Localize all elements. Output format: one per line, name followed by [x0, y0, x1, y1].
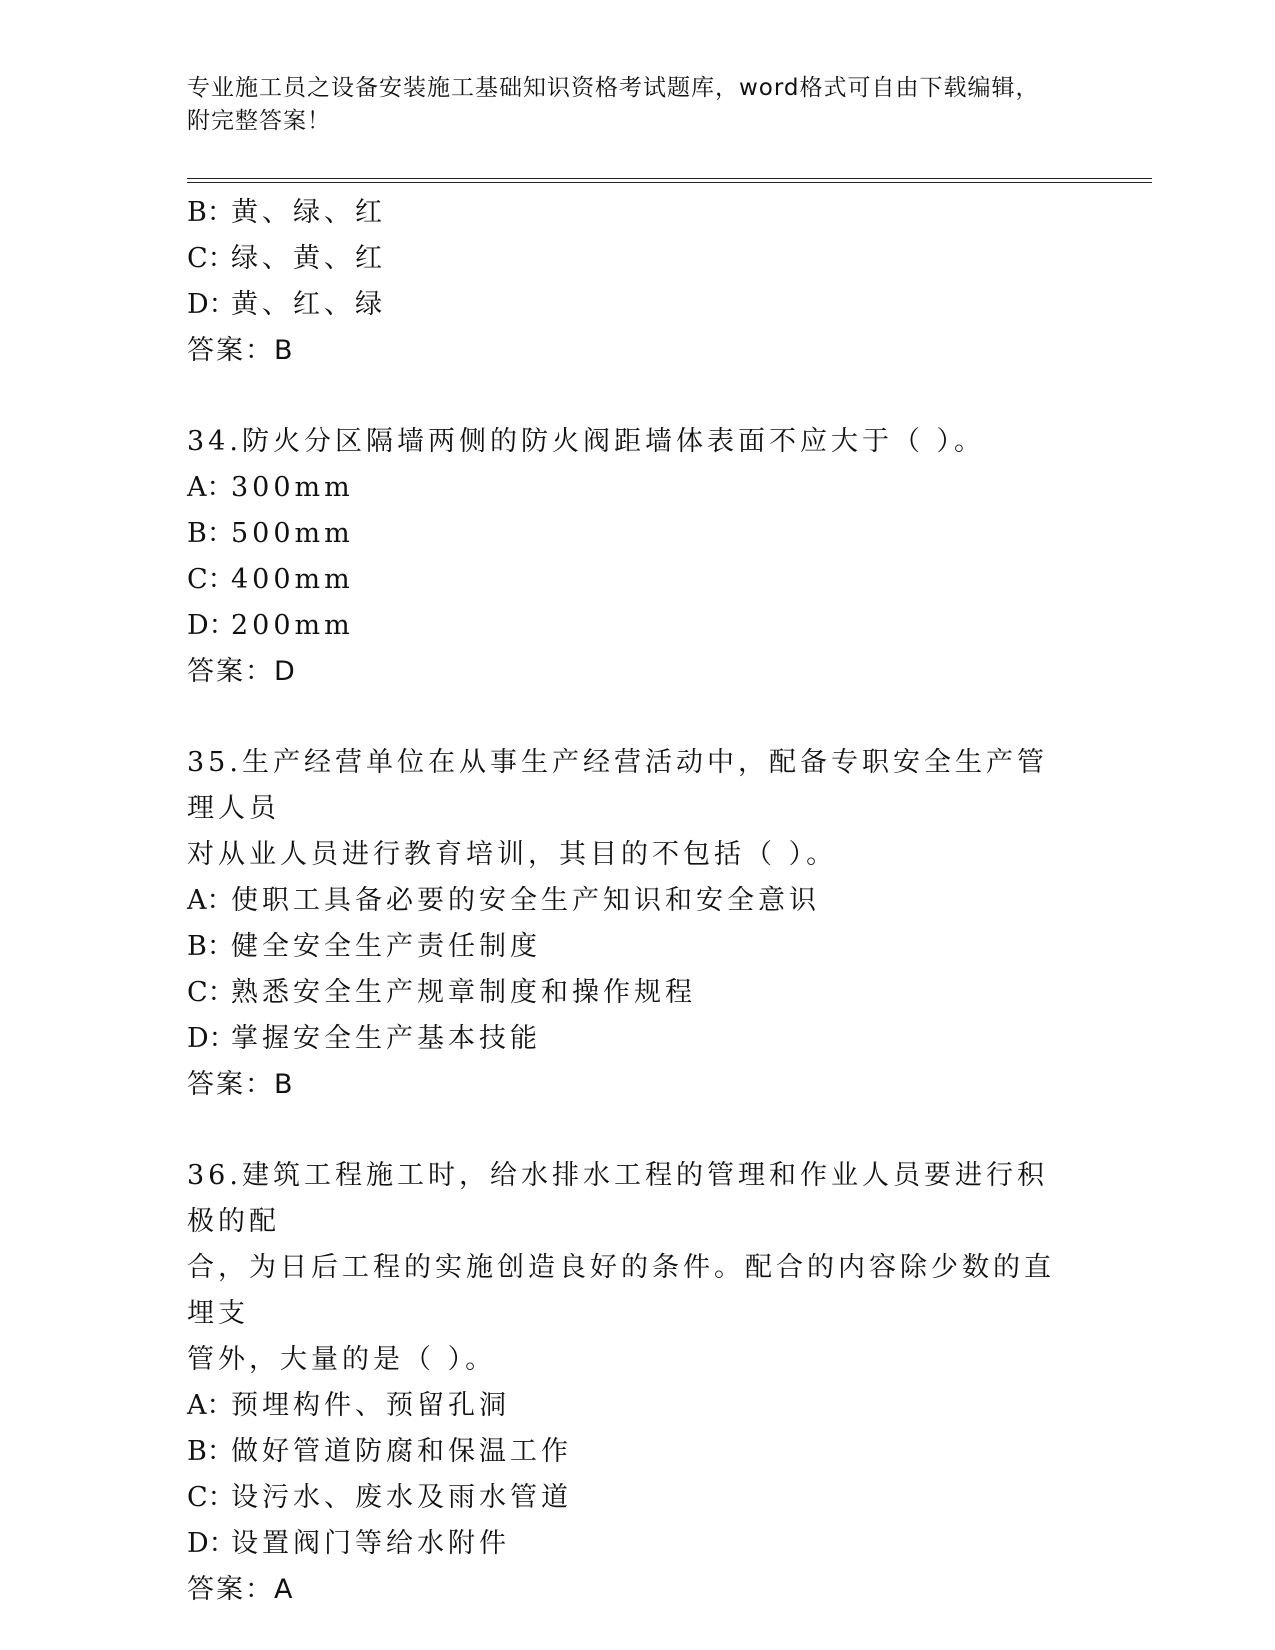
option-label: D： — [187, 1023, 236, 1054]
option-d — [187, 1016, 1087, 1062]
option-label: A： — [187, 1390, 234, 1421]
header-divider-top — [187, 178, 1152, 179]
question-stem-line-3: 管外，大量的是（ ）。 — [187, 1344, 497, 1375]
option-d — [187, 603, 1087, 649]
option-label: C： — [187, 243, 235, 274]
option-label: D： — [187, 1528, 236, 1559]
option-text: 400mm — [231, 564, 354, 595]
option-text: 设污水、废水及雨水管道 — [231, 1482, 572, 1513]
option-label: C： — [187, 977, 235, 1008]
option-c — [187, 970, 1087, 1016]
option-text: 设置阀门等给水附件 — [231, 1528, 510, 1559]
option-label: B： — [187, 518, 234, 549]
option-text: 健全安全生产责任制度 — [231, 931, 541, 962]
document-header — [187, 72, 1067, 138]
question-stem: 34.防火分区隔墙两侧的防火阀距墙体表面不应大于（ ）。 — [187, 426, 986, 457]
answer-line: 答案：D — [187, 656, 297, 687]
question-stem-line-1: 36.建筑工程施工时，给水排水工程的管理和作业人员要进行积极的配 — [187, 1160, 1048, 1237]
header-line-1: 专业施工员之设备安装施工基础知识资格考试题库，word格式可自由下载编辑， — [187, 75, 1040, 101]
option-c — [187, 236, 1087, 282]
option-c — [187, 557, 1087, 603]
option-a — [187, 1383, 1087, 1429]
option-a — [187, 465, 1087, 511]
option-label: B： — [187, 931, 234, 962]
option-text: 200mm — [231, 610, 354, 641]
question-list — [187, 190, 1087, 1613]
option-d — [187, 282, 1087, 328]
spacer — [187, 374, 1087, 419]
option-text: 预埋构件、预留孔洞 — [231, 1390, 510, 1421]
header-divider-bottom — [187, 182, 1152, 183]
question-stem-line-2: 对从业人员进行教育培训，其目的不包括（ ）。 — [187, 839, 838, 870]
spacer — [187, 695, 1087, 740]
option-text: 熟悉安全生产规章制度和操作规程 — [231, 977, 696, 1008]
option-label: C： — [187, 1482, 235, 1513]
option-b — [187, 190, 1087, 236]
option-b — [187, 924, 1087, 970]
option-label: B： — [187, 1436, 234, 1467]
option-d — [187, 1521, 1087, 1567]
option-label: D： — [187, 610, 236, 641]
question-stem-line-1: 35.生产经营单位在从事生产经营活动中，配备专职安全生产管理人员 — [187, 747, 1048, 824]
option-text: 黄、绿、红 — [231, 197, 386, 228]
question-35 — [187, 740, 1087, 1108]
option-text: 500mm — [231, 518, 354, 549]
question-34 — [187, 419, 1087, 695]
spacer — [187, 1108, 1087, 1153]
option-label: A： — [187, 885, 234, 916]
option-label: D： — [187, 289, 236, 320]
option-label: A： — [187, 472, 234, 503]
header-line-2: 附完整答案！ — [187, 108, 331, 134]
option-text: 使职工具备必要的安全生产知识和安全意识 — [231, 885, 820, 916]
option-label: C： — [187, 564, 235, 595]
option-text: 300mm — [231, 472, 354, 503]
option-b — [187, 511, 1087, 557]
option-text: 绿、黄、红 — [231, 243, 386, 274]
option-text: 黄、红、绿 — [231, 289, 386, 320]
option-c — [187, 1475, 1087, 1521]
answer-line: 答案：A — [187, 1574, 295, 1605]
answer-line: 答案：B — [187, 335, 295, 366]
option-text: 做好管道防腐和保温工作 — [231, 1436, 572, 1467]
option-text: 掌握安全生产基本技能 — [231, 1023, 541, 1054]
option-b — [187, 1429, 1087, 1475]
option-label: B： — [187, 197, 234, 228]
answer-line: 答案：B — [187, 1069, 295, 1100]
question-36 — [187, 1153, 1087, 1613]
question-stem-line-2: 合，为日后工程的实施创造良好的条件。配合的内容除少数的直埋支 — [187, 1252, 1055, 1329]
question-33 — [187, 190, 1087, 374]
option-a — [187, 878, 1087, 924]
